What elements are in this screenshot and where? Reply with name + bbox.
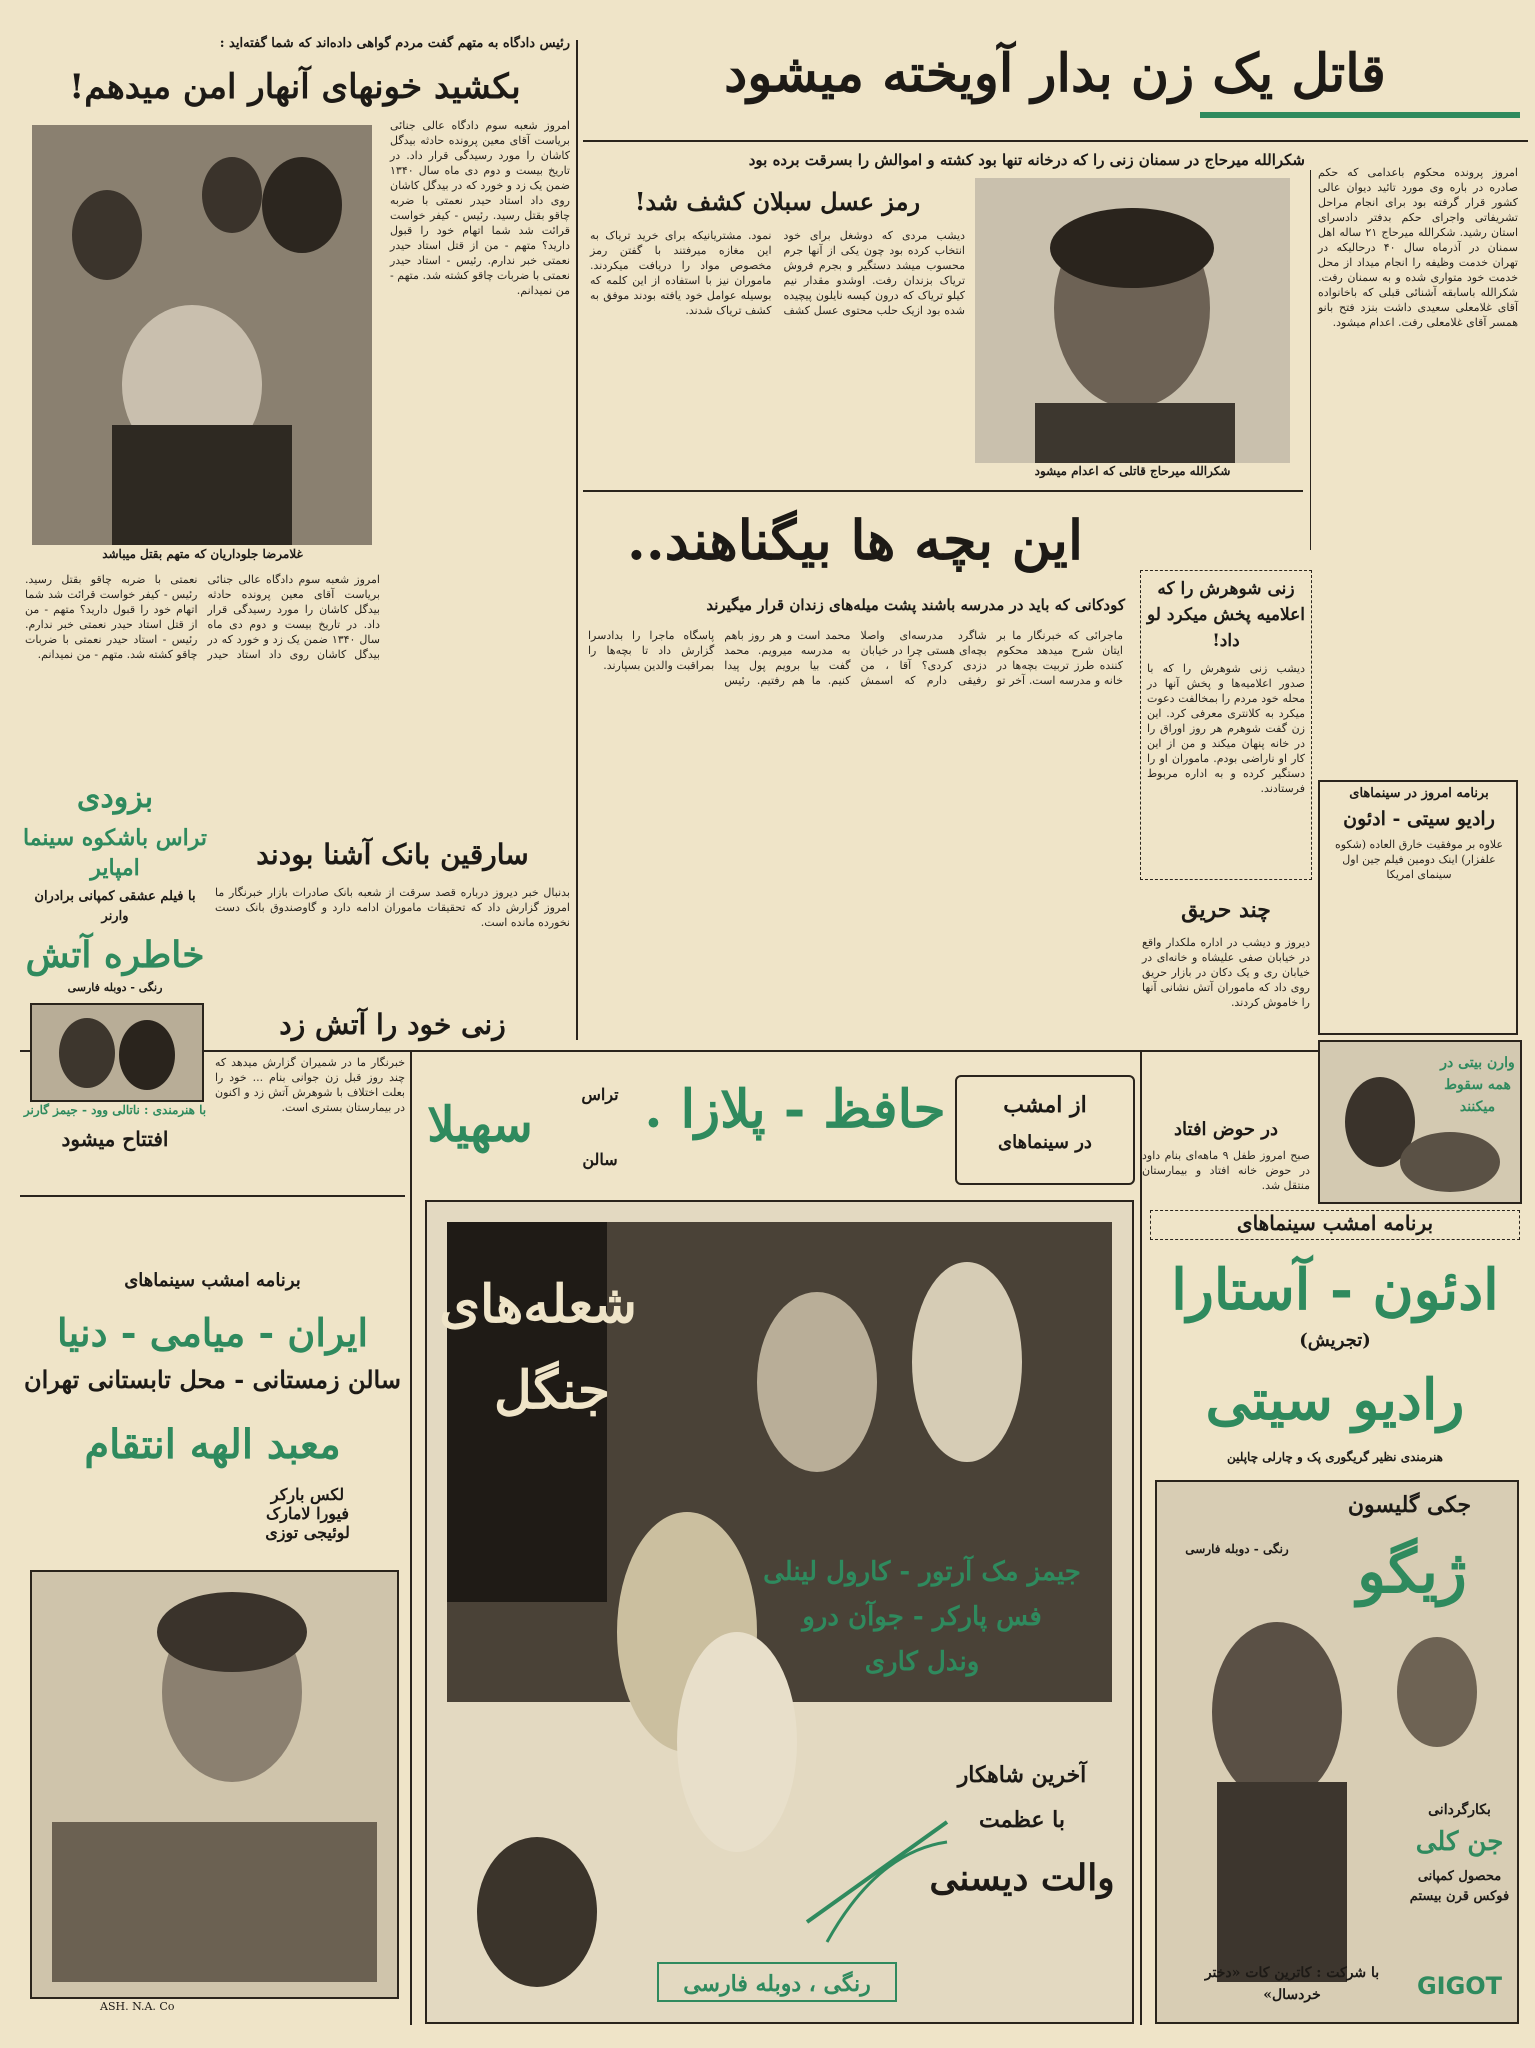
pond-headline: در حوض افتاد: [1174, 1119, 1278, 1140]
court-quote: رئیس دادگاه به متهم گفت مردم گواهی داده‌اند که شما گفته‌اید :: [219, 36, 570, 51]
left-story-body-cont: امروز شعبه سوم دادگاه عالی جنائی بریاست آقای معین پرونده حادثه بیدگل کاشان را مورد رسیدگی قرار داد. در تاریخ بیست و دوم دی ماه سال ۱۳۴۰ ضمن یک زد و خورد که در بیدگل کاشان روی داد استاد حیدر نعمتی با ضربه چاقو بقتل رسید. رئیس - کیفر خواست قرائت شد شما اتهام خود را قبول دارید؟ متهم - من از قتل استاد حیدر نعمتی خبر ندارم. رئیس - استاد حیدر نعمتی با ضربات چاقو کشته شد. متهم - من نمیدانم.: [25, 573, 380, 661]
ad-lb-star-2: فیورا لامارک: [265, 1504, 350, 1523]
main-photo: [975, 178, 1290, 463]
ad-c-cinema-1: حافظ - پلازا .: [644, 1079, 946, 1140]
pond-body: صبح امروز طفل ۹ ماهه‌ای بنام داود در حوض خانه افتاد و بیمارستان منتقل شد.: [1142, 1149, 1310, 1192]
fire-headline: چند حریق: [1181, 897, 1271, 923]
burn-headline: زنی خود را آتش زد: [279, 1008, 506, 1041]
ad-lt-film: خاطره آتش: [25, 934, 205, 976]
husband-headline: زنی شوهرش را که اعلامیه پخش میکرد لو داد!: [1146, 579, 1306, 651]
main-photo-caption: شکرالله میرحاج قاتلی که اعدام میشود: [1034, 464, 1231, 478]
ad-lb-cinemas: ایران - میامی - دنیا: [57, 1310, 368, 1355]
ad-rb-cinemas-2: رادیو سیتی: [1205, 1367, 1465, 1433]
ad-c-poster: [425, 1200, 1134, 2024]
honey-headline: رمز عسل سبلان کشف شد!: [634, 187, 921, 216]
ad-c-latest: آخرین شاهکار: [957, 1762, 1087, 1788]
ad-c-stars-3: وندل کاری: [864, 1647, 980, 1677]
ad-rb-product: محصول کمپانی فوکس قرن بیستم: [1409, 1869, 1510, 1904]
ad-c-film: شعله‌های جنگل: [439, 1274, 637, 1421]
ad-rb-star: جکی گلیسون: [1347, 1492, 1472, 1518]
ad-lb-star-1: لکس بارکر: [270, 1485, 345, 1504]
left-photo-caption: غلامرضا جلوداریان که متهم بقتل میباشد: [102, 547, 303, 561]
ad-rb-director-label: بکارگردانی: [1428, 1802, 1491, 1818]
ad-rb-poster: [1155, 1480, 1519, 2024]
ad-lb-halls: سالن زمستانی - محل تابستانی تهران: [24, 1365, 401, 1394]
honey-body: دیشب مردی که دوشغل برای خود انتخاب کرده بود چون یکی از آنها جرم محسوب میشد دستگیر و بجرم فروش تریاک بزندان رفت. اوشدو مقدار نیم کیلو تریاک که درون کیسه نایلون پیچیده شده بود ازیک حلب محتوی عسل کشف نمود. مشتریانیکه برای خرید تریاک به این مغازه میرفتند با گفتن رمز مخصوص مواد را دریافت میکردند. ماموران نیز با استفاده از این کلمه که بوسیله عوامل خود یافته بودند موفق به کشف تریاک شدند.: [590, 229, 965, 317]
ad-c-hall: سالن: [582, 1150, 618, 1169]
ad-rt-program: برنامه امروز در سینماهای: [1349, 786, 1489, 801]
ad-lb-poster: [30, 1570, 399, 1999]
ad-lb-film: معبد الهه انتقام: [84, 1421, 341, 1468]
innocent-body: ماجرائی که خبرنگار ما بر ایتان شرح میدهد محکوم کننده طرز تربیت بچه‌ها در خانه و مدرسه است. آخر تو شاگرد مدرسه‌ای واصلا بچه‌ای هستی چرا در خیابان دزدی کردی؟ آقا ، من رفیقی دارم که اسمش محمد است و هر روز باهم به مدرسه میرویم. محمد گفت بیا برویم پول پیدا کنیم. ما هم رفتیم. رئیس پاسگاه ماجرا را بدادسرا گزارش داد تا بچه‌ها را بمراقبت والدین بسپارند.: [588, 629, 1123, 687]
ad-rb-film: ژیگو: [1357, 1537, 1467, 1607]
ad-lt-desc: با فیلم عشقی کمپانی برادران وارنر: [34, 889, 196, 924]
main-headline: قاتل یک زن بدار آویخته میشود: [724, 43, 1386, 104]
bank-body: بدنبال خبر دیروز درباره قصد سرقت از شعبه بانک صادرات بازار خبرنگار ما امروز گزارش داد که تحقیقات ماموران ادامه دارد و گاوصندوق بانک دست نخورده مانده است.: [215, 886, 570, 929]
ad-rb-gigot: GIGOT: [1416, 1972, 1503, 2000]
ad-c-tonight: از امشب: [1003, 1092, 1087, 1118]
ad-rb-with: با شرکت : کاترین کات «دختر خردسال»: [1204, 1965, 1380, 2003]
innocent-subheadline: کودکانی که باید در مدرسه باشند پشت میله‌های زندان قرار میگیرند: [706, 596, 1125, 614]
ad-rb-cinemas-1: ادئون - آستارا: [1171, 1257, 1499, 1323]
ad-rt-poster: [1318, 1040, 1522, 1204]
ad-c-terrace: تراس: [581, 1085, 619, 1104]
ad-lt-opening: افتتاح میشود: [61, 1127, 169, 1151]
ad-c-dub: رنگی ، دوبله فارسی: [657, 1962, 897, 2002]
ad-c-studio: والت دیسنی: [929, 1857, 1115, 1899]
main-subheadline: شکرالله میرحاج در سمنان زنی را که درخانه تنها بود کشته و اموالش را بسرقت برده بود: [748, 151, 1305, 169]
innocent-headline: این بچه ها بیگناهند..: [627, 508, 1083, 572]
ad-lt-note: رنگی - دوبله فارسی: [67, 981, 163, 994]
ad-lt-photo: [30, 1003, 204, 1102]
ad-lb-credit: ASH. N.A. Co: [100, 2000, 175, 2013]
ad-rb-tajrish: (تجریش): [1299, 1330, 1371, 1351]
left-headline: بکشید خونهای آنهار امن میدهم!: [69, 67, 521, 107]
ad-rt-poster-title: وارن بیتی در همه سقوط میکنند: [1440, 1055, 1515, 1115]
left-photo: [32, 125, 372, 545]
ad-rb-note: رنگی - دوبله فارسی: [1185, 1542, 1289, 1556]
ad-c-stars-1: جیمز مک آرتور - کارول لینلی: [763, 1557, 1081, 1587]
bank-headline: سارقین بانک آشنا بودند: [256, 838, 529, 871]
ad-c-glory: با عظمت: [979, 1807, 1065, 1833]
left-story-body: امروز شعبه سوم دادگاه عالی جنائی بریاست آقای معین پرونده حادثه بیدگل کاشان را مورد رسیدگی قرار داد. در تاریخ بیست و دوم دی ماه سال ۱۳۴۰ ضمن یک زد و خورد که در بیدگل کاشان روی داد استاد حیدر نعمتی با ضربه چاقو بقتل رسید. رئیس - کیفر خواست قرائت شد شما اتهام خود را قبول دارید؟ متهم - من از قتل استاد حیدر نعمتی خبر ندارم. رئیس - استاد حیدر نعمتی با ضربات چاقو کشته شد. متهم - من نمیدانم.: [390, 119, 570, 297]
ad-lb-star-3: لوئیجی توزی: [265, 1523, 350, 1542]
ad-lt-stars: با هنرمندی : ناتالی وود - جیمز گارنر: [23, 1103, 207, 1117]
ad-lt-soon: بزودی: [76, 780, 154, 815]
ad-c-stars-2: فس پارکر - جوآن درو: [802, 1602, 1042, 1632]
ad-c-cinema-2: سهیلا: [427, 1097, 533, 1153]
ad-lt-venue: تراس باشکوه سینما امپایر: [23, 825, 207, 881]
ad-rb-program: برنامه امشب سینماهای: [1150, 1210, 1520, 1240]
husband-body: دیشب زنی شوهرش را که با صدور اعلامیه‌ها و پخش آنها در محله خود مردم را بمخالفت دعوت میکرد به کلانتری معرفی کرد. این زن گفت شوهرم هر روز اوراق را در خانه پنهان میکند و من از این کار او ناراضی بودم. ماموران او را دستگیر کرده و به اداره مربوط فرستادند.: [1147, 662, 1305, 795]
ad-rt-desc: علاوه بر موفقیت خارق العاده (شکوه علفزار) اینک دومین فیلم جین اول سینمای امریکا: [1334, 838, 1504, 881]
burn-body: خبرنگار ما در شمیران گزارش میدهد که چند روز قبل زن جوانی بنام ... خود را بعلت اختلاف با شوهرش آتش زد و اکنون در بیمارستان بستری است.: [215, 1056, 405, 1114]
ad-rb-director: جن کلی: [1415, 1827, 1504, 1857]
ad-rb-tagline: هنرمندی نظیر گریگوری پک و چارلی چاپلین: [1226, 1450, 1444, 1464]
ad-c-in-cinemas: در سینماهای: [998, 1132, 1092, 1153]
fire-body: دیروز و دیشب در اداره ملکدار واقع در خیابان صفی علیشاه و خانه‌ای در خیابان ری و یک دکان در بازار حریق روی داد که ماموران آتش نشانی آنها را خاموش کردند.: [1142, 936, 1310, 1009]
main-story-body: امروز پرونده محکوم باعدامی که حکم صادره در باره وی مورد تائید دیوان عالی کشور قرار گرفته بود برای انجام مراحل تشریفاتی واجرای حکم بدفتر دادسرای استان رشید. شکرالله میرحاج ۲۱ ساله اهل سمنان در آذرماه سال ۴۰ درحالیکه در تهران خدمت وظیفه را انجام میداد از محل خدمت خود متواری شده و به سمنان رفت. شکرالله باسابقه آشنائی قبلی که باخانواده آقای غلامعلی سعیدی داشت بنزد فتح بانو همسر آقای غلامعلی رفت. اعدام میشود.: [1318, 166, 1519, 329]
ad-rt-cinemas: رادیو سیتی - ادئون: [1343, 808, 1495, 830]
ad-lb-program: برنامه امشب سینماهای: [124, 1270, 301, 1291]
